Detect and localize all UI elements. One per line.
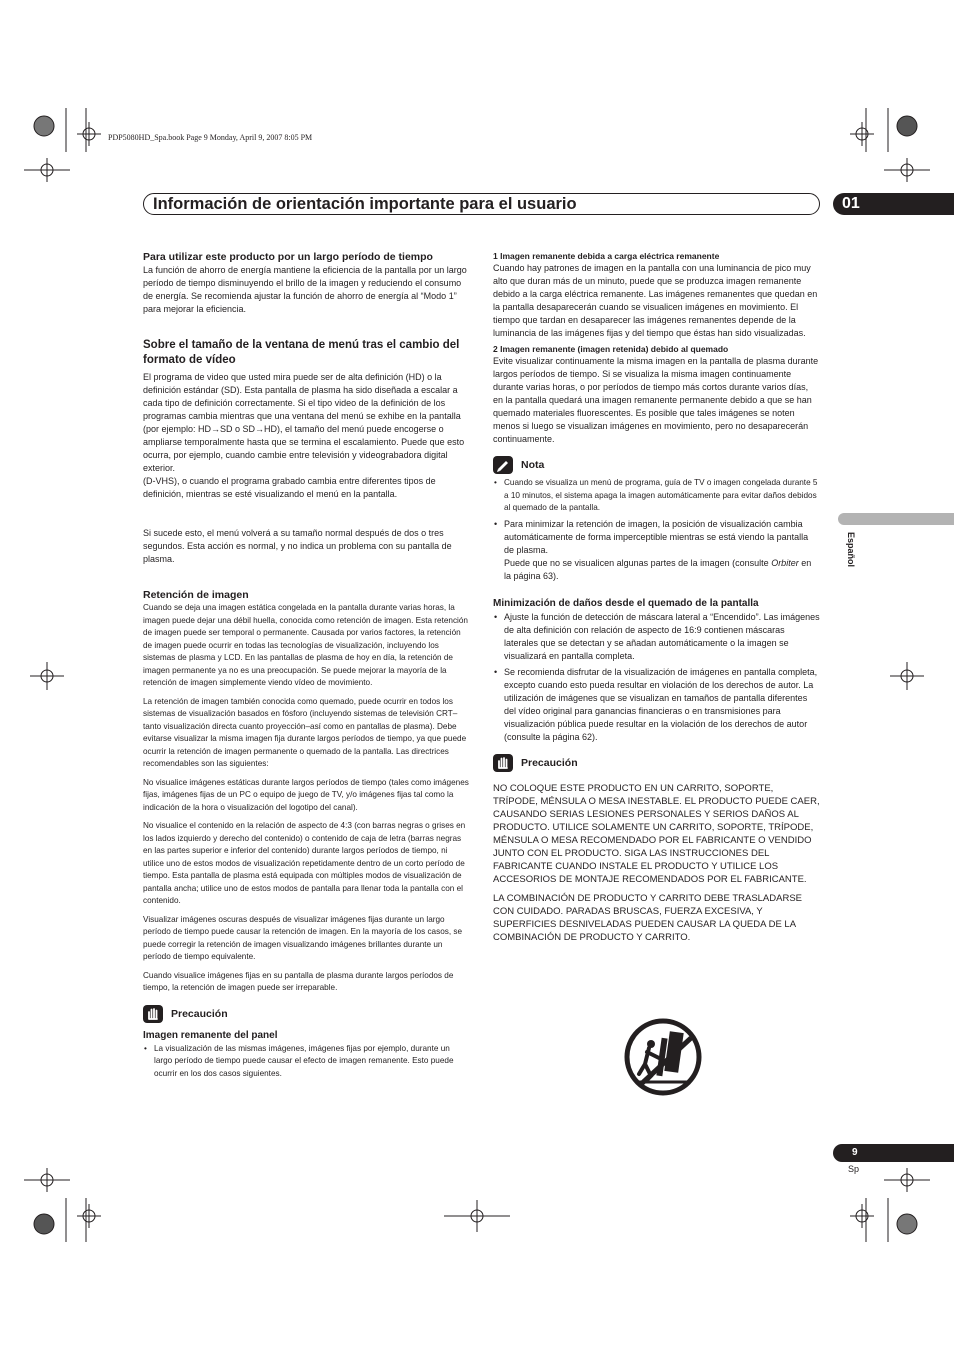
page-lang-code: Sp: [848, 1164, 860, 1174]
page-title: Información de orientación importante para el usuario: [153, 195, 577, 213]
note-heading-row: [493, 456, 820, 474]
list-item: • Cuando se visualiza un menú de programa, guía de TV o imagen congelada durante 5 a 10 minutos, el sistema apaga la imagen automáticamente para evitar daños debidos al quemado de la pantalla.: [493, 477, 820, 515]
bullet-list: [493, 611, 820, 744]
section-heading: Para utilizar este producto por un largo período de tiempo: [143, 251, 433, 263]
list-item: • Se recomienda disfrutar de la visualización de imágenes en pantalla completa, excepto cuando esto pueda resultar en violación de los derechos de autor. La utilización de imágenes que se visualizan en tamaños de pantalla diferentes del vídeo original para ganancias financieras o en transmisiones para visualización pública puede resultar en la violación de los derechos de autor (consulte la página 62).: [493, 666, 820, 744]
section-heading: Retención de imagen: [143, 589, 249, 601]
paragraph: Si sucede esto, el menú volverá a su tamaño normal después de dos o tres segundos. Esta acción es normal, y no indica un problema con su pantalla de plasma.: [143, 528, 452, 564]
left-column: [143, 250, 469, 1080]
paragraph: NO COLOQUE ESTE PRODUCTO EN UN CARRITO, SOPORTE, TRÍPODE, MÉNSULA O MESA INESTABLE. EL PRODUCTO PUEDE CAER, CAUSANDO SERIAS LESIONES PERSONALES Y SERIOS DAÑOS AL PRODUCTO. UTILICE SOLAMENTE UN CARRITO, SOPORTE, TRÍPODE, MÉNSULA O MESA RECOMENDADO POR EL FABRICANTE O VENDIDO JUNTO CON EL PRODUCTO. SIGA LAS INSTRUCCIONES DEL FABRICANTE CUANDO INSTALE EL PRODUCTO Y UTILICE LOS ACCESORIOS DE MONTAJE RECOMENDADOS POR EL FABRICANTE.: [493, 782, 820, 885]
list-item-text: Puede que no se visualicen algunas partes de la imagen (consulte: [504, 557, 772, 568]
cart-warning-icon: [623, 1018, 703, 1096]
section-heading: Imagen remanente del panel: [143, 1029, 278, 1041]
caution-hand-icon: [143, 1005, 163, 1023]
caution-heading-row: [493, 754, 820, 772]
paragraph: Cuando se deja una imagen estática congelada en la pantalla durante varias horas, la imagen puede dejar una débil huella, conocida como retención de imagen. Esta retención de imagen puede ser temporal o permanente. Causada por varios factores, la retención de imagen puede ocurrir en todas las tecnologías de visualización, incluyendo los sistemas de plasma y LCD. En las pantallas de plasma de hoy en día, la retención de imagen permanente ya no es una preocupación. Se puede mejorar la mayoría de la retención de imagen simplemente viendo vídeo de movimiento.: [143, 603, 468, 687]
book-info: PDP5080HD_Spa.book Page 9 Monday, April 9, 2007 8:05 PM: [108, 133, 313, 142]
bullet-list: [143, 1043, 469, 1081]
page-number: 9: [852, 1147, 858, 1158]
paragraph: Evite visualizar continuamente la misma imagen en la pantalla de plasma durante largos períodos de tiempo. Si se visualiza la misma imagen continuamente durante varias horas, o por períodos de tiempo más cortos durante varios días, en la pantalla quedará una imagen remanente permanente debido a que se han quemado materiales fluorescentes. Es posible que tales imágenes se noten menos si luego se visualizan imágenes en movimiento, pero no desaparecerán continuamente.: [493, 356, 819, 444]
note-list: [493, 477, 820, 583]
paragraph: El programa de video que usted mira puede ser de alta definición (HD) o la definición estándar (SD). Esta pantalla de plasma ha sido diseñada a escalar a cada tipo de definición correctamente. Si el tipo video de la definición de los programas cambia mientras que una ventana del menú se exhibe en la pantalla (por ejemplo: HD→SD o SD→HD), el tamaño del menú puede encogerse o ampliarse temporalmente hasta que se termina el escalamiento. Puede que esto ocurra, por ejemplo, cuando cambie entre televisión y videograbadora digital exterior.: [143, 372, 465, 473]
section-heading: Sobre el tamaño de la ventana de menú tras el cambio del formato de vídeo: [143, 339, 460, 366]
paragraph: Cuando hay patrones de imagen en la pantalla con una luminancia de pico muy alto que duran más de un minuto, puede que se produzca imagen remanente debido a la carga eléctrica remanente. Las imágenes remanentes que quedan en la pantalla desaparecerán cuando se visualicen imágenes en movimiento. El tiempo que tardan en desaparecer las imágenes remanentes depende de la luminancia de las imágenes fijas y del tiempo que éstas han sido visualizadas.: [493, 263, 818, 338]
paragraph: La función de ahorro de energía mantiene la eficiencia de la pantalla por un largo período de tiempo disminuyendo el brillo de la imagen y reduciendo el consumo de energía. Se recomienda ajustar la función de ahorro de energía al “Modo 1” para mejorar la eficiencia.: [143, 265, 467, 314]
list-item: • La visualización de las mismas imágenes, imágenes fijas por ejemplo, durante un largo período de tiempo puede causar el efecto de imagen remanente. Esto puede ocurrir en los dos casos siguientes.: [143, 1043, 469, 1081]
language-label: Español: [846, 532, 856, 568]
paragraph: LA COMBINACIÓN DE PRODUCTO Y CARRITO DEBE TRASLADARSE CON CUIDADO. PARADAS BRUSCAS, FUERZA EXCESIVA, Y SUPERFICIES DESNIVELADAS PUEDEN CAUSAR LA QUEDA DE LA COMBINACIÓN DE PRODUCTO Y CARRITO.: [493, 892, 803, 943]
caution-heading-row: [143, 1005, 469, 1023]
language-tab: [838, 513, 954, 525]
paragraph: No visualice imágenes estáticas durante largos períodos de tiempo (tales como imágenes fijas, imágenes fijas de un PC o equipo de juego de TV, y/o imágenes fijas tal como la indicación de la hora o visualización del logotipo del canal).: [143, 777, 469, 812]
list-item: [493, 518, 820, 583]
section-heading: 2 Imagen remanente (imagen retenida) debido al quemado: [493, 344, 729, 354]
caution-heading: Precaución: [521, 756, 578, 769]
note-heading: Nota: [521, 459, 545, 471]
section-heading: Minimización de daños desde el quemado de la pantalla: [493, 597, 759, 609]
paragraph: Visualizar imágenes oscuras después de visualizar imágenes fijas durante un largo período de tiempo puede causar la retención de imagen. En la mayoría de los casos, se puede corregir la retención de imagen visualizando imágenes brillantes durante un período de tiempo equivalente.: [143, 914, 463, 961]
chapter-number: 01: [842, 195, 860, 212]
list-item-text: en la página 63).: [504, 557, 812, 581]
section-heading: 1 Imagen remanente debida a carga eléctrica remanente: [493, 251, 720, 261]
list-item: • Ajuste la función de detección de máscara lateral a “Encendido”. Las imágenes de alta definición con relación de aspecto de 16:9 contienen máscaras laterales que se detectan y se añadan automáticamente o la imagen se visualizará en pantalla completa.: [493, 611, 820, 663]
orbiter-term: Orbiter: [771, 557, 799, 568]
paragraph: (D-VHS), o cuando el programa grabado cambia entre diferentes tipos de definición, mientras se esté visualizando el menú en la pantalla.: [143, 476, 436, 499]
caution-hand-icon: [493, 754, 513, 772]
paragraph: Cuando visualice imágenes fijas en su pantalla de plasma durante largos períodos de tiempo, la retención de imagen puede ser irreparable.: [143, 970, 454, 992]
note-pencil-icon: [493, 456, 513, 474]
caution-heading: Precaución: [171, 1007, 228, 1020]
right-column: [493, 250, 820, 944]
paragraph: No visualice el contenido en la relación de aspecto de 4:3 (con barras negras o grises en los lados izquierdo y derecho del contenido) o contenido de caja de letra (barras negras en las partes superior e inferior del contenido) durante largos períodos de tiempo, ni utilice uno de estos modos de visualización repetidamente dentro de un corto período de tiempo. Esta pantalla de plasma está equipada con múltiples modos de visualización de pantalla ancha; utilice uno de estos modos de pantalla para llenar toda la pantalla con el contenido.: [143, 821, 466, 905]
paragraph: La retención de imagen también conocida como quemado, puede ocurrir en todos los sistemas de visualización basados en fósforo (incluyendo sistemas de televisión CRT–tanto visualización directa cuanto proyección–así como en pantallas de plasma). Debe evitarse visualizar la misma imagen fija durante largos períodos de tiempo, ya que puede ocurrir la retención de imagen permanente o quemado de la pantalla. Las directrices recomendables son las siguientes:: [143, 696, 467, 768]
list-item-text: Para minimizar la retención de imagen, la posición de visualización cambia automáticamente de forma imperceptible mientras se está viendo la pantalla de plasma.: [504, 518, 809, 555]
